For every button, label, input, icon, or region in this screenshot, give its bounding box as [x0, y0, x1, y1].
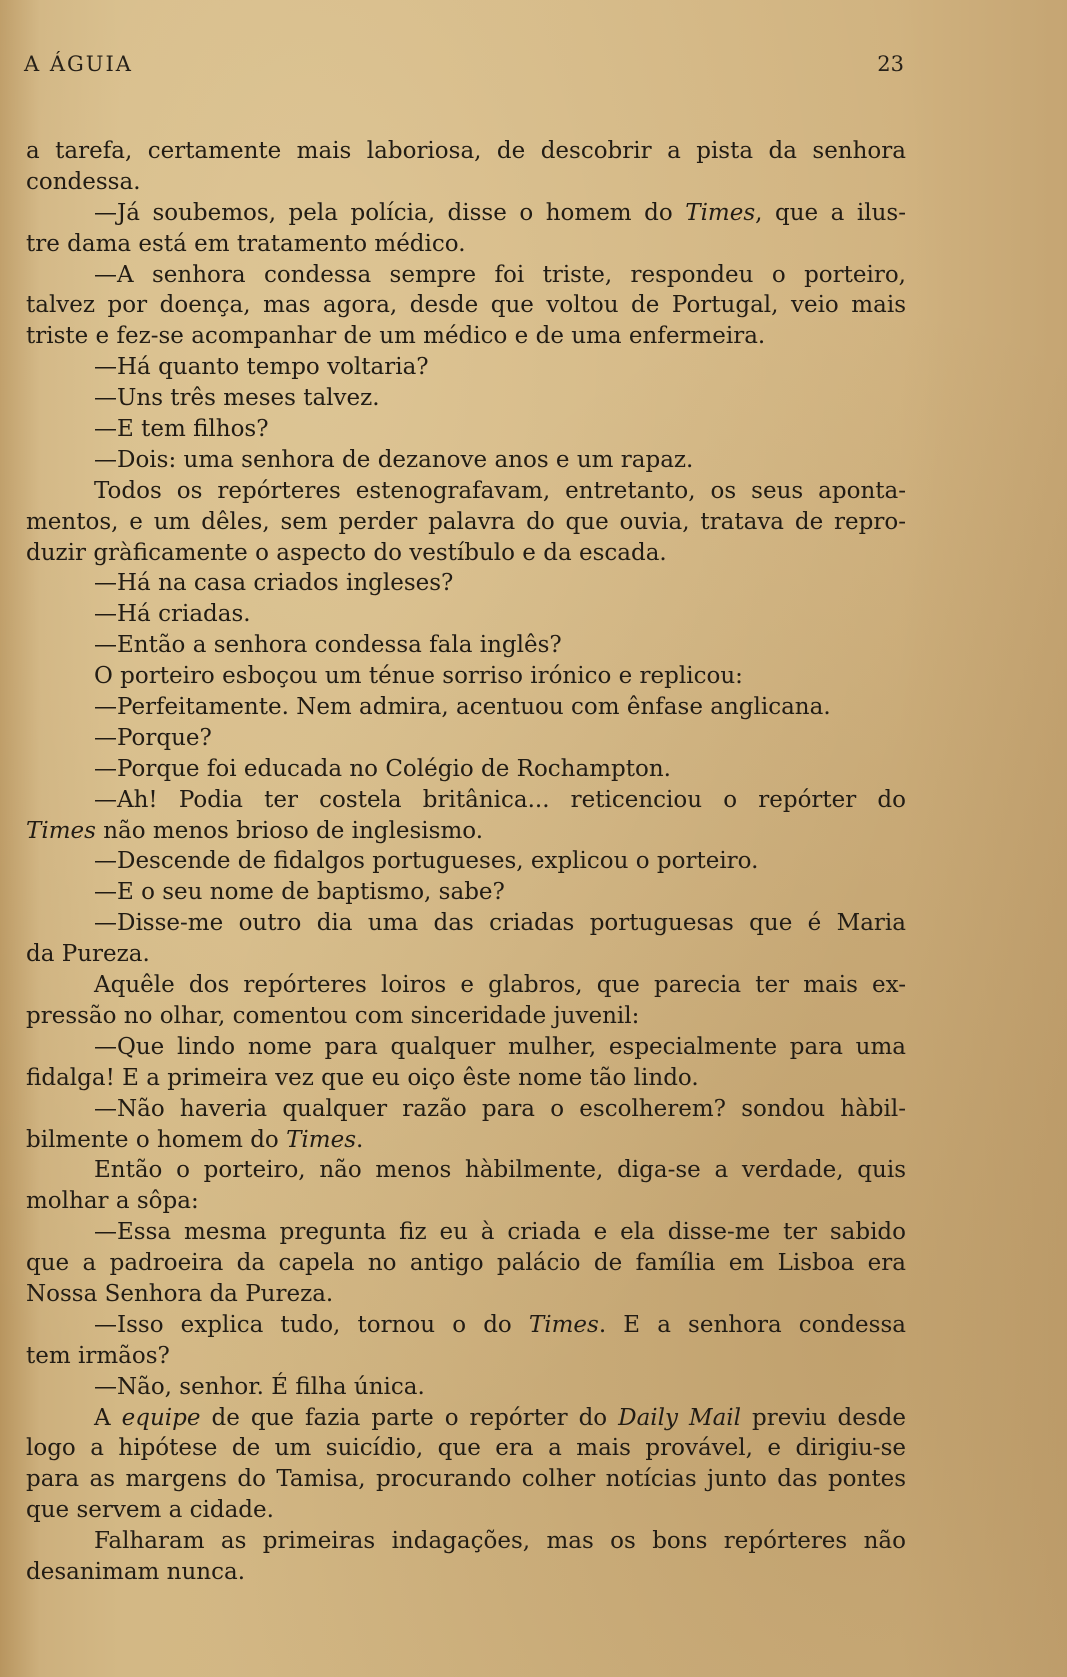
text-line	[26, 1217, 906, 1248]
line-text: —Essa mesma pregunta fiz eu à criada e ela disse-me ter sabido	[94, 1219, 906, 1246]
line-text: molhar a sôpa:	[26, 1188, 199, 1215]
text-line	[26, 1372, 906, 1403]
line-text: Aquêle dos repórteres loiros e glabros, que parecia ter mais ex-	[94, 972, 906, 999]
line-text: para as margens do Tamisa, procurando colher notícias junto das pontes	[26, 1466, 906, 1493]
line-text: —E o seu nome de baptismo, sabe?	[94, 879, 505, 906]
running-title: A ÁGUIA	[24, 52, 133, 76]
line-text: —E tem filhos?	[94, 416, 269, 443]
text-line	[26, 1125, 906, 1156]
line-text: —Disse-me outro dia uma das criadas portuguesas que é Maria	[94, 910, 906, 937]
line-text: triste e fez-se acompanhar de um médico e de uma enfermeira.	[26, 323, 766, 350]
text-line	[26, 661, 906, 692]
line-text: —Perfeitamente. Nem admira, acentuou com ênfase anglicana.	[94, 694, 831, 721]
line-text: Falharam as primeiras indagações, mas os bons repórteres não	[94, 1528, 906, 1555]
text-line	[26, 1032, 906, 1063]
line-text: da Pureza.	[26, 941, 150, 968]
line-text: —Há quanto tempo voltaria?	[94, 354, 429, 381]
text-line	[26, 816, 906, 847]
text-line	[26, 1495, 906, 1526]
line-text: —Dois: uma senhora de dezanove anos e um rapaz.	[94, 446, 694, 473]
line-text: —Há criadas.	[94, 601, 251, 628]
text-line	[26, 939, 906, 970]
text-line	[26, 1001, 906, 1032]
line-text: —Porque?	[94, 724, 212, 751]
line-text: —Há na casa criados ingleses?	[94, 570, 454, 597]
text-line	[26, 846, 906, 877]
line-text: . E a senhora condessa	[598, 1311, 906, 1338]
text-line	[26, 538, 906, 569]
text-line	[26, 136, 906, 167]
text-line	[26, 1557, 906, 1588]
line-text: —Descende de fidalgos portugueses, explicou o porteiro.	[94, 848, 759, 875]
text-line	[26, 1310, 906, 1341]
line-text: não menos brioso de inglesismo.	[95, 817, 484, 844]
text-line	[26, 599, 906, 630]
line-text: mentos, e um dêles, sem perder palavra do que ouvia, tratava de repro-	[26, 508, 906, 535]
line-text: —Já soubemos, pela polícia, disse o homem do	[94, 199, 686, 226]
page-number: 23	[877, 52, 904, 76]
text-line	[26, 507, 906, 538]
line-text: , que a ilus-	[755, 199, 906, 226]
line-text: condessa.	[26, 168, 141, 195]
text-line	[26, 1403, 906, 1434]
text-line	[26, 321, 906, 352]
italic-text: Daily Mail	[618, 1404, 741, 1431]
text-line	[26, 692, 906, 723]
text-line	[26, 1279, 906, 1310]
text-line	[26, 198, 906, 229]
line-text: —Não haveria qualquer razão para o escolherem? sondou hàbil-	[94, 1095, 906, 1122]
line-text: logo a hipótese de um suicídio, que era a mais provável, e dirigiu-se	[26, 1435, 906, 1462]
text-line	[26, 1526, 906, 1557]
line-text: pressão no olhar, comentou com sinceridade juvenil:	[26, 1002, 640, 1029]
line-text: —A senhora condessa sempre foi triste, respondeu o porteiro,	[94, 261, 906, 288]
line-text: .	[356, 1126, 364, 1153]
line-text: A	[94, 1404, 122, 1431]
text-line	[26, 1063, 906, 1094]
text-line	[26, 229, 906, 260]
text-line	[26, 568, 906, 599]
line-text: O porteiro esboçou um ténue sorriso irónico e replicou:	[94, 663, 743, 690]
text-line	[26, 476, 906, 507]
italic-text: Times	[286, 1126, 356, 1153]
text-line	[26, 445, 906, 476]
line-text: talvez por doença, mas agora, desde que voltou de Portugal, veio mais	[26, 292, 906, 319]
text-line	[26, 970, 906, 1001]
line-text: Então o porteiro, não menos hàbilmente, diga-se a verdade, quis	[94, 1157, 906, 1184]
line-text: previu desde	[741, 1404, 906, 1431]
line-text: fidalga! E a primeira vez que eu oiço êste nome tão lindo.	[26, 1064, 699, 1091]
line-text: Todos os repórteres estenografavam, entretanto, os seus aponta-	[94, 477, 906, 504]
text-line	[26, 1464, 906, 1495]
line-text: tem irmãos?	[26, 1342, 170, 1369]
line-text: que a padroeira da capela no antigo palácio de família em Lisboa era	[26, 1250, 906, 1277]
text-line	[26, 290, 906, 321]
running-head	[24, 52, 904, 80]
text-line	[26, 414, 906, 445]
italic-text: Times	[528, 1311, 599, 1338]
italic-text: equipe	[121, 1404, 201, 1431]
text-line	[26, 260, 906, 291]
text-line	[26, 1433, 906, 1464]
line-text: de que fazia parte o repórter do	[200, 1404, 619, 1431]
line-text: a tarefa, certamente mais laboriosa, de descobrir a pista da senhora	[26, 138, 906, 164]
line-text: desanimam nunca.	[26, 1558, 246, 1585]
body-text	[26, 136, 906, 1588]
text-line	[26, 754, 906, 785]
text-line	[26, 908, 906, 939]
text-line	[26, 1094, 906, 1125]
line-text: —Isso explica tudo, tornou o do	[94, 1311, 529, 1338]
italic-text: Times	[685, 199, 756, 226]
text-line	[26, 877, 906, 908]
text-line	[26, 1341, 906, 1372]
line-text: —Ah! Podia ter costela britânica... reticenciou o repórter do	[94, 786, 906, 813]
line-text: —Não, senhor. É filha única.	[94, 1373, 425, 1400]
text-line	[26, 1186, 906, 1217]
text-line	[26, 785, 906, 816]
text-line	[26, 383, 906, 414]
line-text: —Uns três meses talvez.	[94, 385, 380, 412]
text-line	[26, 1155, 906, 1186]
line-text: que servem a cidade.	[26, 1497, 274, 1524]
text-line	[26, 352, 906, 383]
line-text: duzir gràficamente o aspecto do vestíbulo e da escada.	[26, 539, 667, 566]
line-text: —Que lindo nome para qualquer mulher, especialmente para uma	[94, 1033, 906, 1060]
text-line	[26, 723, 906, 754]
line-text: tre dama está em tratamento médico.	[26, 230, 466, 257]
italic-text: Times	[26, 817, 96, 844]
line-text: Nossa Senhora da Pureza.	[26, 1280, 334, 1307]
line-text: bilmente o homem do	[26, 1126, 287, 1153]
text-line	[26, 1248, 906, 1279]
text-line	[26, 630, 906, 661]
line-text: —Então a senhora condessa fala inglês?	[94, 632, 562, 659]
text-line	[26, 167, 906, 198]
line-text: —Porque foi educada no Colégio de Rochampton.	[94, 755, 671, 782]
